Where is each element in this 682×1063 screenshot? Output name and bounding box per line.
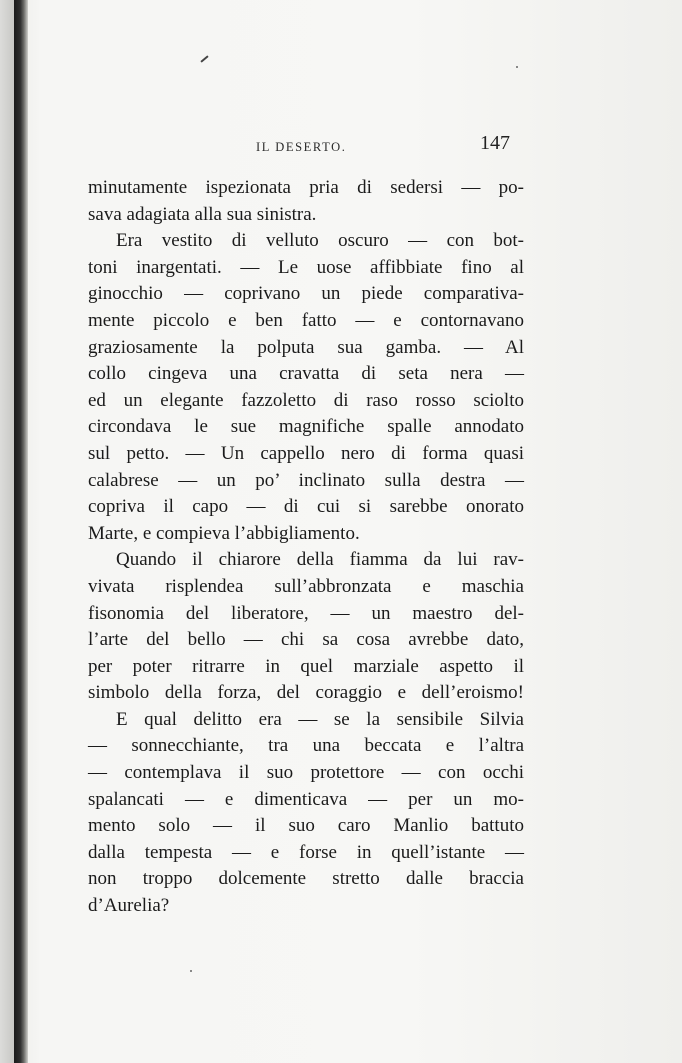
ink-mark xyxy=(200,55,208,62)
text-line: Era vestito di velluto oscuro — con bot- xyxy=(116,230,524,252)
text-line: calabrese — un po’ inclinato sulla destra — xyxy=(88,469,524,491)
text-line: vivata risplendea sull’abbronzata e maschia xyxy=(88,575,524,597)
text-line: — contemplava il suo protettore — con occhi xyxy=(88,762,524,784)
text-line: copriva il capo — di cui si sarebbe onorato xyxy=(88,496,524,518)
text-line: mente piccolo e ben fatto — e contornavano xyxy=(88,309,524,331)
text-line: Quando il chiarore della fiamma da lui rav- xyxy=(116,549,524,571)
text-line: simbolo della forza, del coraggio e dell’eroismo! xyxy=(88,682,524,704)
text-line: E qual delitto era — se la sensibile Silvia xyxy=(116,708,524,730)
ink-speck xyxy=(516,66,518,68)
text-line: Marte, e compieva l’abbigliamento. xyxy=(88,522,360,544)
page-header xyxy=(88,130,524,160)
text-line: d’Aurelia? xyxy=(88,895,170,917)
text-line: fisonomia del liberatore, — un maestro del- xyxy=(88,602,524,624)
text-line: — sonnecchiante, tra una beccata e l’altra xyxy=(88,735,524,757)
text-line: ginocchio — coprivano un piede comparativa- xyxy=(88,283,524,305)
text-line: minutamente ispezionata pria di sedersi — po- xyxy=(88,177,524,198)
text-line: mento solo — il suo caro Manlio battuto xyxy=(88,815,524,837)
text-line: per poter ritrarre in quel marziale aspetto il xyxy=(88,655,524,677)
page-edge xyxy=(0,0,14,1063)
text-line: l’arte del bello — chi sa cosa avrebbe dato, xyxy=(88,629,524,651)
text-line: dalla tempesta — e forse in quell’istante — xyxy=(88,841,524,863)
text-line: toni inargentati. — Le uose affibbiate fino al xyxy=(88,256,524,278)
text-line: non troppo dolcemente stretto dalle braccia xyxy=(88,868,524,890)
ink-speck xyxy=(190,970,192,972)
text-line: graziosamente la polputa sua gamba. — Al xyxy=(88,336,524,358)
text-line: sul petto. — Un cappello nero di forma quasi xyxy=(88,442,524,464)
text-line: collo cingeva una cravatta di seta nera — xyxy=(88,363,524,385)
running-title: IL DESERTO. xyxy=(256,140,347,154)
book-spine-shadow xyxy=(14,0,28,1063)
text-line: circondava le sue magnifiche spalle annodato xyxy=(88,416,524,438)
text-line: spalancati — e dimenticava — per un mo- xyxy=(88,788,524,810)
text-line: ed un elegante fazzoletto di raso rosso sciolto xyxy=(88,389,524,411)
body-text xyxy=(88,175,524,920)
page-number: 147 xyxy=(480,132,510,154)
text-line: sava adagiata alla sua sinistra. xyxy=(88,203,317,225)
